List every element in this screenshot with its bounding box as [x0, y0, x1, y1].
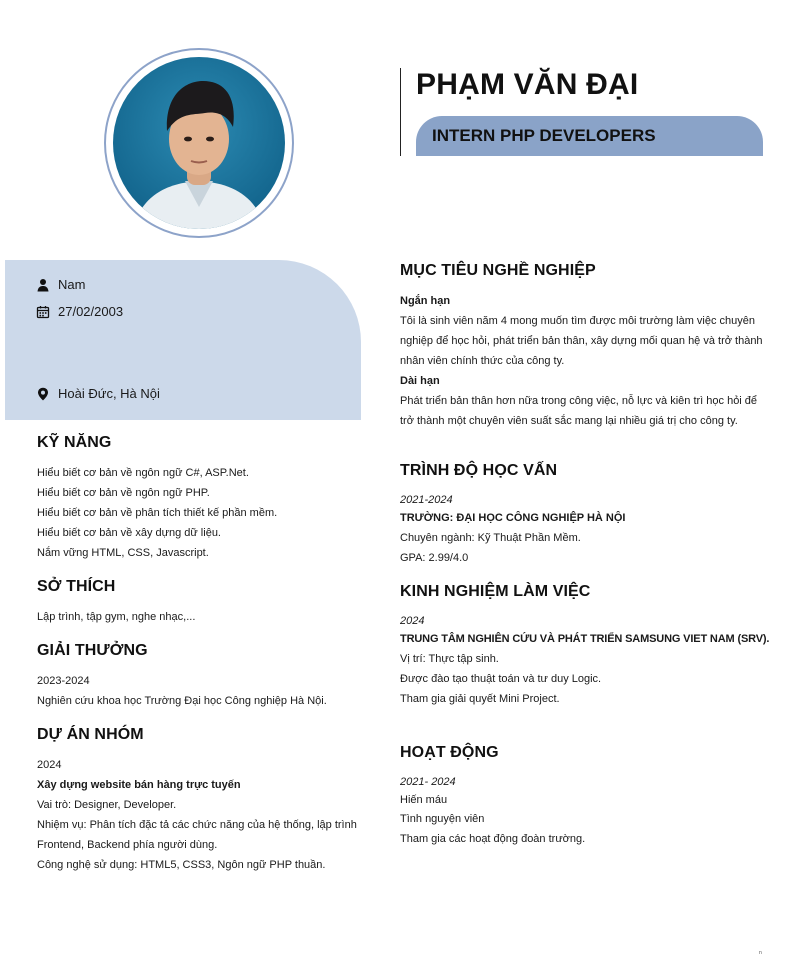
gender-row — [36, 277, 85, 292]
awards-title: GIẢI THƯỞNG — [37, 642, 148, 659]
skill-item: Hiểu biết cơ bản về phân tích thiết kế phần mềm. — [37, 507, 278, 519]
skills-title: KỸ NĂNG — [37, 434, 112, 451]
location-row — [36, 386, 160, 401]
activities-title: HOẠT ĐỘNG — [400, 744, 499, 761]
role-label: INTERN PHP DEVELOPERS — [432, 126, 656, 145]
person-icon — [36, 278, 50, 292]
project-role: Vai trò: Designer, Developer. — [37, 799, 177, 811]
objective-short-text: Tôi là sinh viên năm 4 mong muốn tìm được môi trường làm việc chuyên nghiệp để học hỏi, phát triển bản thân, xây dựng mối quan hệ và trở thành nhân viên chính thức của công ty. — [400, 315, 763, 367]
name-divider — [400, 68, 401, 156]
experience-position: Vị trí: Thực tập sinh. — [400, 653, 499, 665]
person-photo-icon — [113, 57, 285, 229]
location-value: Hoài Đức, Hà Nội — [58, 386, 160, 401]
experience-item: Được đào tạo thuật toán và tư duy Logic. — [400, 673, 602, 685]
objective-short-label: Ngắn hạn — [400, 295, 451, 307]
calendar-icon — [36, 305, 50, 319]
skill-item: Hiểu biết cơ bản về ngôn ngữ C#, ASP.Net. — [37, 467, 249, 479]
experience-title: KINH NGHIỆM LÀM VIỆC — [400, 583, 591, 600]
awards-period: 2023-2024 — [37, 675, 90, 687]
objective-long-label: Dài hạn — [400, 375, 440, 387]
education-major: Chuyên ngành: Kỹ Thuật Phần Mềm. — [400, 532, 581, 544]
experience-company: TRUNG TÂM NGHIÊN CỨU VÀ PHÁT TRIỂN SAMSUNG VIET NAM (SRV). — [400, 633, 770, 645]
gender-value: Nam — [58, 277, 86, 292]
hobbies-text: Lập trình, tập gym, nghe nhạc,... — [37, 611, 196, 623]
full-name: PHẠM VĂN ĐẠI — [416, 68, 639, 101]
experience-item: Tham gia giải quyết Mini Project. — [400, 693, 560, 705]
objective-title: MỤC TIÊU NGHỀ NGHIỆP — [400, 262, 596, 279]
birthday-row — [36, 304, 123, 319]
education-title: TRÌNH ĐỘ HỌC VẤN — [400, 462, 558, 479]
location-pin-icon — [36, 387, 50, 401]
activity-item: Tham gia các hoạt động đoàn trường. — [400, 833, 586, 845]
experience-period: 2024 — [400, 615, 425, 627]
project-year: 2024 — [37, 759, 62, 771]
birthday-value: 27/02/2003 — [58, 304, 124, 319]
activity-item: Tình nguyện viên — [400, 813, 485, 825]
skill-item: Hiểu biết cơ bản về ngôn ngữ PHP. — [37, 487, 210, 499]
footer-mark: n — [759, 950, 762, 956]
activity-item: Hiến máu — [400, 794, 448, 806]
skill-item: Nắm vững HTML, CSS, Javascript. — [37, 547, 209, 559]
role-badge — [416, 116, 763, 156]
education-period: 2021-2024 — [400, 494, 453, 506]
project-tech: Công nghệ sử dụng: HTML5, CSS3, Ngôn ngữ PHP thuần. — [37, 859, 326, 871]
objective-long-text: Phát triển bản thân hơn nữa trong công việc, nỗ lực và kiên trì học hỏi để trở thành một chuyên viên suất sắc mang lại nhiều giá trị cho công ty. — [400, 395, 758, 427]
education-school: TRƯỜNG: ĐẠI HỌC CÔNG NGHIỆP HÀ NỘI — [400, 512, 626, 524]
project-task-cont: Frontend, Backend phía người dùng. — [37, 839, 218, 851]
avatar-frame — [104, 48, 294, 238]
hobbies-title: SỞ THÍCH — [37, 578, 116, 595]
awards-text: Nghiên cứu khoa học Trường Đại học Công nghiệp Hà Nội. — [37, 695, 327, 707]
project-task: Nhiệm vụ: Phân tích đặc tả các chức năng của hệ thống, lập trình — [37, 819, 357, 831]
activities-period: 2021- 2024 — [400, 776, 456, 788]
skill-item: Hiểu biết cơ bản về xây dựng dữ liệu. — [37, 527, 221, 539]
education-gpa: GPA: 2.99/4.0 — [400, 552, 469, 564]
project-name: Xây dựng website bán hàng trực tuyến — [37, 779, 241, 791]
projects-title: DỰ ÁN NHÓM — [37, 726, 144, 743]
avatar — [113, 57, 285, 229]
